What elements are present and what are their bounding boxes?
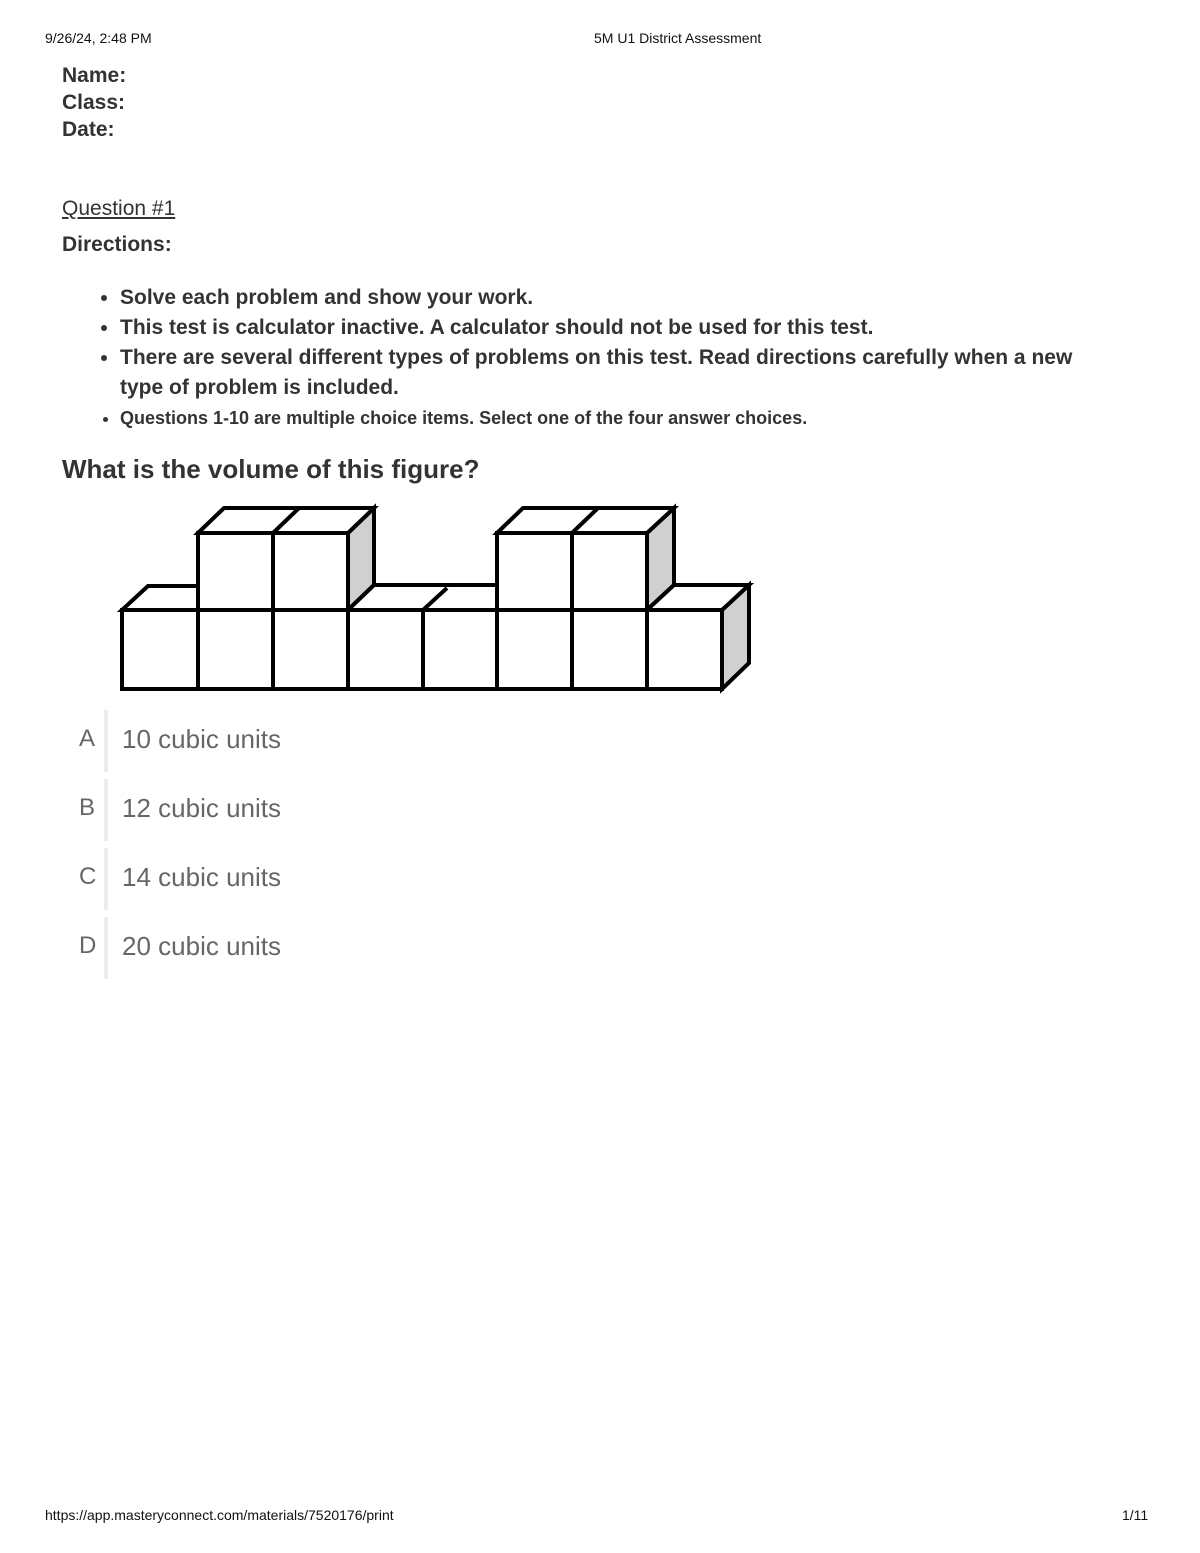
- answer-letter: A: [79, 725, 96, 752]
- direction-item: • This test is calculator inactive. A calculator should not be used for this test.: [120, 313, 1112, 343]
- answer-choice-d[interactable]: [75, 917, 475, 979]
- direction-item: • There are several different types of problems on this test. Read directions carefully when a new type of problem is included.: [120, 343, 1112, 403]
- print-document-title: 5M U1 District Assessment: [594, 30, 762, 46]
- answer-divider: [104, 710, 108, 772]
- answer-letter: C: [79, 863, 97, 890]
- page-number: 1/11: [1122, 1507, 1149, 1523]
- answer-choice-c[interactable]: [75, 848, 475, 910]
- directions-list: [62, 283, 1112, 433]
- direction-item: • Questions 1-10 are multiple choice items. Select one of the four answer choices.: [120, 403, 1112, 433]
- question-prompt: What is the volume of this figure?: [62, 454, 480, 484]
- answer-choice-a[interactable]: [75, 710, 475, 772]
- answer-divider: [104, 779, 108, 841]
- direction-item: • Solve each problem and show your work.: [120, 283, 1112, 313]
- answer-text: 10 cubic units: [122, 724, 281, 754]
- student-fields: [62, 62, 126, 143]
- cube-figure-drawing: [115, 500, 765, 700]
- question-number: Question #1: [62, 197, 176, 220]
- name-label: Name:: [62, 64, 127, 87]
- answer-divider: [104, 917, 108, 979]
- print-url: https://app.masteryconnect.com/materials/7520176/print: [45, 1507, 394, 1523]
- directions-label: Directions:: [62, 233, 172, 256]
- answer-choice-b[interactable]: [75, 779, 475, 841]
- date-label: Date:: [62, 118, 115, 141]
- answer-text: 12 cubic units: [122, 793, 281, 823]
- answer-text: 20 cubic units: [122, 931, 281, 961]
- answer-text: 14 cubic units: [122, 862, 281, 892]
- print-datetime: 9/26/24, 2:48 PM: [45, 30, 152, 46]
- answer-letter: B: [79, 794, 96, 821]
- cube-figure: [115, 500, 765, 705]
- answer-divider: [104, 848, 108, 910]
- answer-letter: D: [79, 932, 97, 959]
- class-label: Class:: [62, 91, 126, 114]
